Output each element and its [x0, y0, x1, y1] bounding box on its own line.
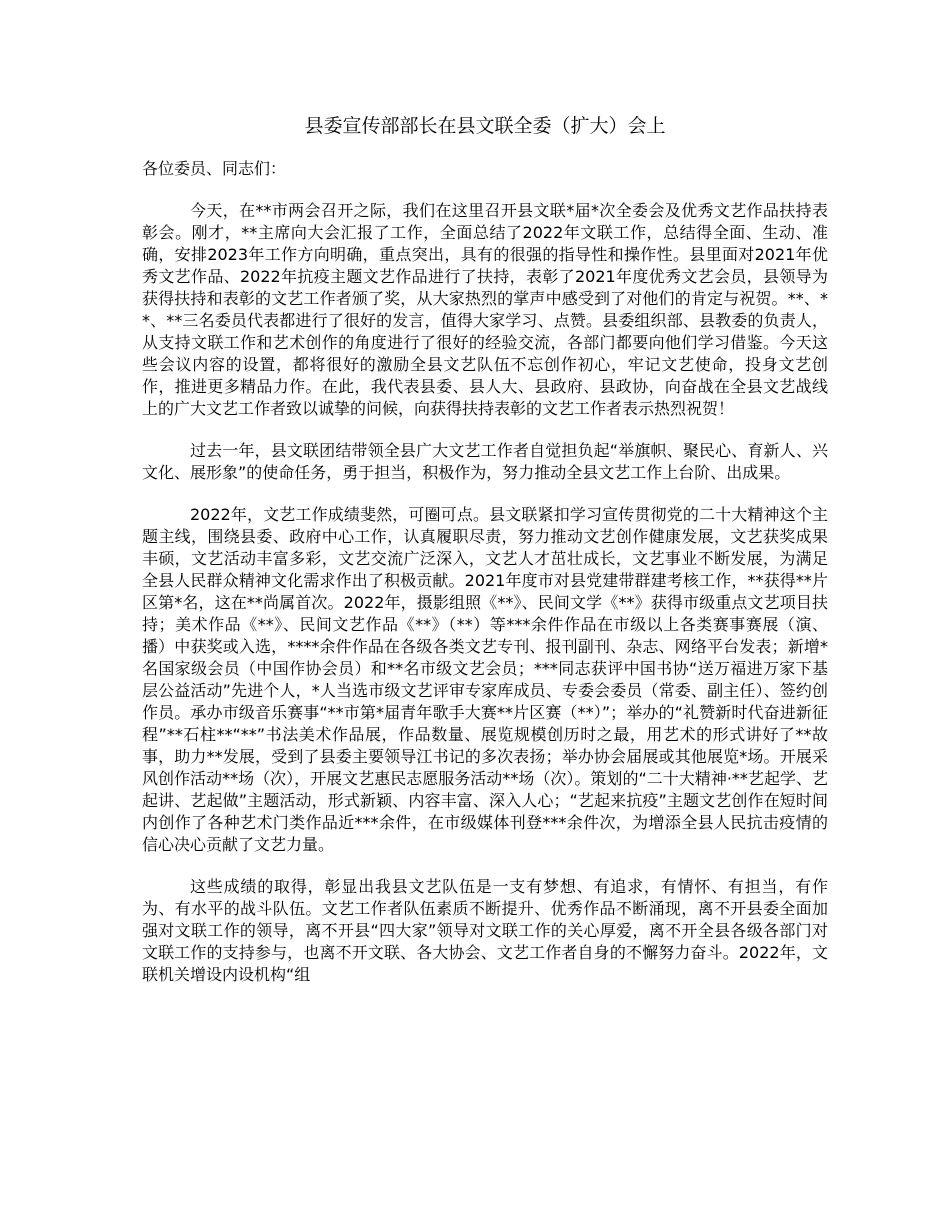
document-body: [142, 200, 828, 1006]
paragraph-opening: 今天，在**市两会召开之际，我们在这里召开县文联*届*次全委会及优秀文艺作品扶持表彰会。刚才，**主席向大会汇报了工作，全面总结了2022年文联工作，总结得全面、生动、准确，安排2023年工作方向明确，重点突出，具有的很强的指导性和操作性。县里面对2021年优秀文艺作品、2022年抗疫主题文艺作品进行了扶持，表彰了2021年度优秀文艺会员，县领导为获得扶持和表彰的文艺工作者颁了奖，从大家热烈的掌声中感受到了对他们的肯定与祝贺。**、**、**三名委员代表都进行了很好的发言，值得大家学习、点赞。县委组织部、县教委的负责人，从支持文联工作和艺术创作的角度进行了很好的经验交流，各部门都要向他们学习借鉴。今天这些会议内容的设置，都将很好的激励全县文艺队伍不忘创作初心，牢记文艺使命，投身文艺创作，推进更多精品力作。在此，我代表县委、县人大、县政府、县政协，向奋战在全县文艺战线上的广大文艺工作者致以诚挚的问候，向获得扶持表彰的文艺工作者表示热烈祝贺！: [142, 201, 828, 418]
paragraph-team-qualities: 这些成绩的取得，彰显出我县文艺队伍是一支有梦想、有追求，有情怀、有担当，有作为、有水平的战斗队伍。文艺工作者队伍素质不断提升、优秀作品不断涌现，离不开县委全面加强对文联工作的领导，离不开县“四大家”领导对文联工作的关心厚爱，离不开全县各级各部门对文联工作的支持参与，也离不开文联、各大协会、文艺工作者自身的不懈努力奋斗。2022年，文联机关增设内设机构“组: [142, 877, 828, 984]
salutation: 各位委员、同志们：: [142, 159, 287, 178]
paragraph-past-year: 过去一年，县文联团结带领全县广大文艺工作者自觉担负起“举旗帜、聚民心、育新人、兴文化、展形象”的使命任务，勇于担当，积极作为，努力推动全县文艺工作上台阶、出成果。: [142, 441, 828, 482]
document-title: 县委宣传部部长在县文联全委（扩大）会上: [304, 115, 666, 137]
paragraph-achievements-2022: 2022年，文艺工作成绩斐然，可圈可点。县文联紧扣学习宣传贯彻党的二十大精神这个主题主线，围绕县委、政府中心工作，认真履职尽责，努力推动文艺创作健康发展，文艺获奖成果丰硕，文艺活动丰富多彩，文艺交流广泛深入，文艺人才茁壮成长，文艺事业不断发展，为满足全县人民群众精神文化需求作出了积极贡献。2021年度市对县党建带群建考核工作，**获得**片区第*名，这在**尚属首次。2022年，摄影组照《**》、民间文学《**》获得市级重点文艺项目扶持；美术作品《**》、民间文艺作品《**》（**）等***余件作品在市级以上各类赛事赛展（演、播）中获奖或入选，****余件作品在各级各类文艺专刊、报刊副刊、杂志、网络平台发表；新增*名国家级会员（中国作协会员）和**名市级文艺会员；***同志获评中国书协“送万福进万家下基层公益活动”先进个人，*人当选市级文艺评审专家库成员、专委会委员（常委、副主任）、签约创作员。承办市级音乐赛事“**市第*届青年歌手大赛**片区赛（**）”；举办的“礼赞新时代奋进新征程”**石柱**“**”书法美术作品展，作品数量、展览规模创历时之最，用艺术的形式讲好了**故事，助力**发展，受到了县委主要领导江书记的多次表扬；举办协会届展或其他展览*场。开展采风创作活动**场（次），开展文艺惠民志愿服务活动**场（次）。策划的“二十大精神·**艺起学、艺起讲、艺起做”主题活动，形式新颖、内容丰富、深入人心；“艺起来抗疫”主题文艺创作在短时间内创作了各种艺术门类作品近***余件，在市级媒体刊登***余件次，为增添全县人民抗击疫情的信心决心贡献了文艺力量。: [142, 505, 828, 854]
